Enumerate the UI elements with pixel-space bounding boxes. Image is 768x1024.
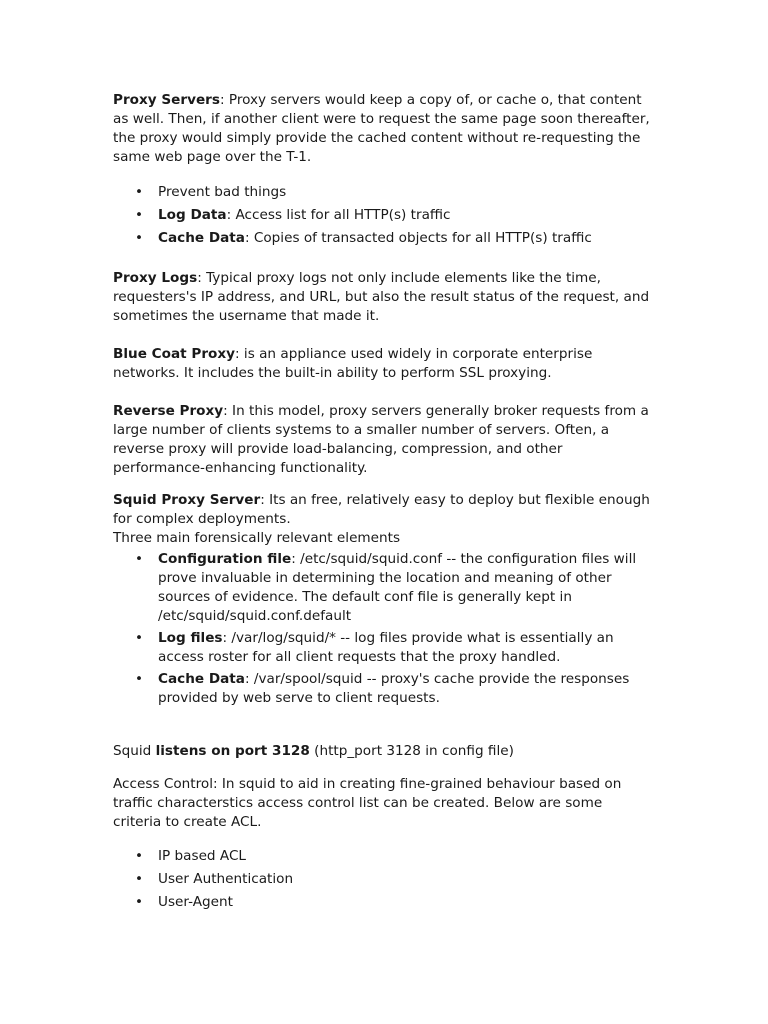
list-item — [113, 629, 653, 667]
list-item-text: : /var/spool/squid -- proxy's cache provide the responses provided by web serve to client requests. — [158, 671, 630, 706]
list-item-text: : Access list for all HTTP(s) traffic — [226, 207, 451, 223]
paragraph-port — [113, 742, 653, 761]
bullet-icon: • — [134, 551, 144, 567]
port-post: (http_port 3128 in config file) — [309, 743, 514, 759]
paragraph-access-control — [113, 775, 653, 832]
list-item-text: : /etc/squid/squid.conf -- the configuration files will prove invaluable in determining the location and meaning of other sources of evidence. The default conf file is generally kept in /etc/squid/squid.conf.default — [158, 551, 637, 624]
paragraph-reverse-proxy — [113, 402, 653, 478]
text-proxy-servers: : Proxy servers would keep a copy of, or cache o, that content as well. Then, if another client were to request the same page soon thereafter, the proxy would simply provide the cached content without re-requesting the same web page over the T-1. — [113, 92, 650, 165]
bullet-icon: • — [134, 671, 144, 687]
bullet-icon: • — [134, 848, 144, 864]
paragraph-blue-coat — [113, 345, 653, 383]
bullet-icon: • — [134, 230, 144, 246]
text-squid: : Its an free, relatively easy to deploy but flexible enough for complex deployments. — [113, 492, 650, 527]
text-blue-coat: : is an appliance used widely in corporate enterprise networks. It includes the built-in ability to perform SSL proxying. — [113, 346, 593, 381]
list-item-term: Log files — [158, 630, 223, 646]
list-item-text: User Authentication — [158, 871, 294, 887]
list-item — [113, 206, 653, 225]
term-proxy-logs: Proxy Logs — [113, 270, 198, 286]
bullet-list-proxy-uses — [113, 183, 653, 248]
bullet-list-squid-elements — [113, 550, 653, 711]
list-item-term: Cache Data — [158, 671, 245, 687]
port-pre: Squid — [113, 743, 156, 759]
term-blue-coat: Blue Coat Proxy — [113, 346, 236, 362]
text-access-control: Access Control: In squid to aid in creating fine-grained behaviour based on traffic characterstics access control list can be created. Below are some criteria to create ACL. — [113, 776, 622, 830]
list-item — [113, 893, 653, 912]
port-bold: listens on port 3128 — [155, 743, 310, 759]
list-item-text: IP based ACL — [158, 848, 247, 864]
term-reverse-proxy: Reverse Proxy — [113, 403, 224, 419]
list-item-term: Log Data — [158, 207, 227, 223]
term-squid: Squid Proxy Server — [113, 492, 261, 508]
bullet-icon: • — [134, 871, 144, 887]
bullet-list-acl-criteria — [113, 847, 653, 912]
text-proxy-logs: : Typical proxy logs not only include elements like the time, requesters's IP address, and URL, but also the result status of the request, and sometimes the username that made it. — [113, 270, 650, 324]
term-proxy-servers: Proxy Servers — [113, 92, 220, 108]
list-item — [113, 670, 653, 708]
list-item-text: : Copies of transacted objects for all HTTP(s) traffic — [244, 230, 592, 246]
paragraph-proxy-servers — [113, 91, 653, 167]
paragraph-proxy-logs — [113, 269, 653, 326]
text-reverse-proxy: : In this model, proxy servers generally broker requests from a large number of clients systems to a smaller number of servers. Often, a reverse proxy will provide load-balancing, compression, and other performance-enhancing functionality. — [113, 403, 649, 476]
paragraph-squid — [113, 491, 653, 548]
bullet-icon: • — [134, 630, 144, 646]
bullet-icon: • — [134, 207, 144, 223]
bullet-icon: • — [134, 184, 144, 200]
list-item-term: Cache Data — [158, 230, 245, 246]
list-item — [113, 183, 653, 202]
list-item — [113, 847, 653, 866]
bullet-icon: • — [134, 894, 144, 910]
list-item — [113, 550, 653, 626]
list-item-text: User-Agent — [158, 894, 233, 910]
squid-subline: Three main forensically relevant elements — [113, 530, 401, 546]
list-item-text: Prevent bad things — [158, 184, 287, 200]
list-item — [113, 229, 653, 248]
list-item-term: Configuration file — [158, 551, 292, 567]
list-item — [113, 870, 653, 889]
list-item-text: : /var/log/squid/* -- log files provide what is essentially an access roster for all client requests that the proxy handled. — [158, 630, 614, 665]
